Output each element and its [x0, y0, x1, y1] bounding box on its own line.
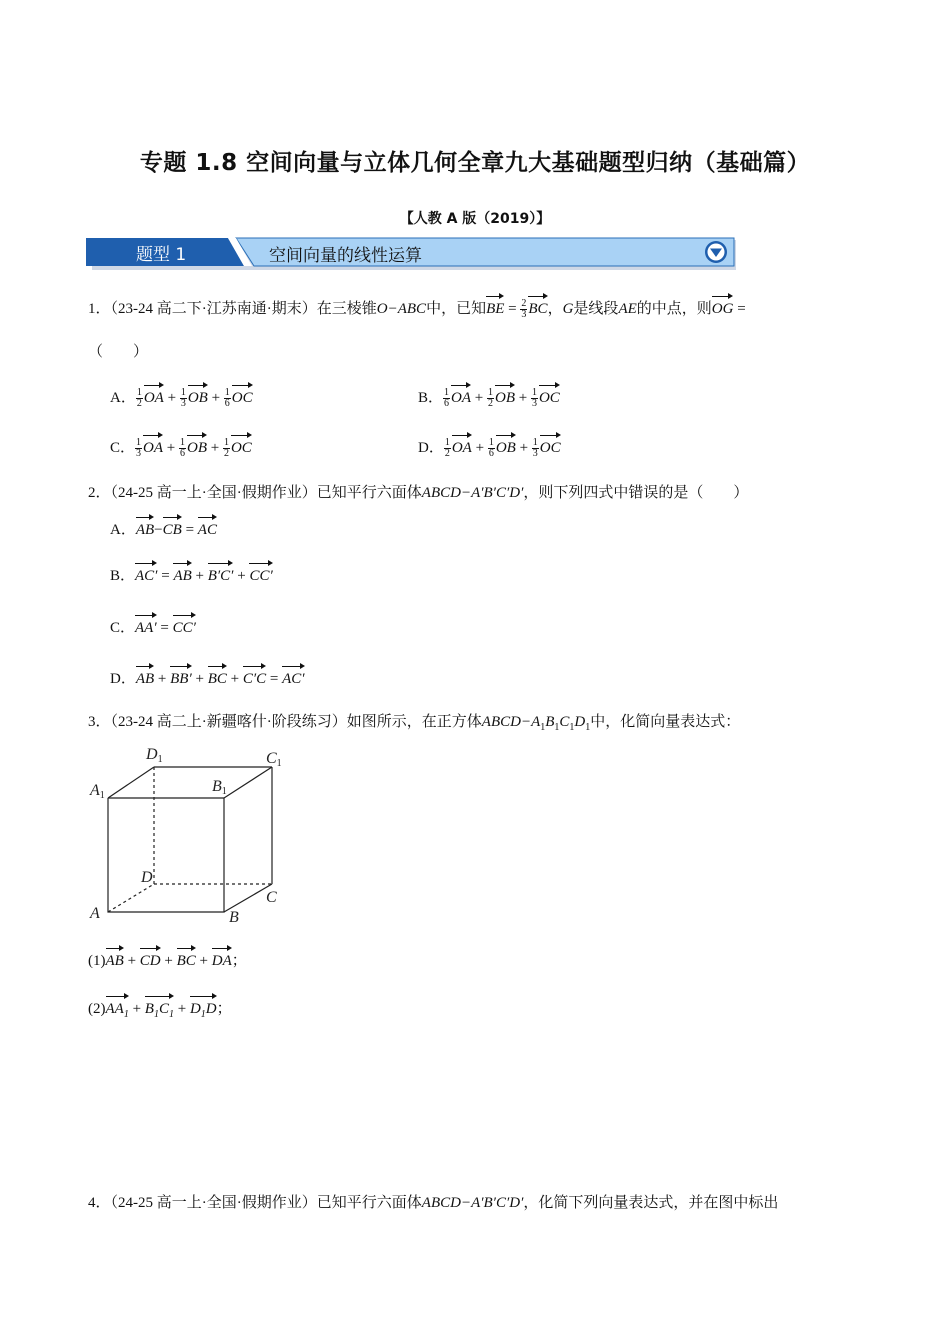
collapse-toggle-icon[interactable]	[704, 240, 728, 264]
math: AE	[618, 301, 637, 317]
question-source: （24-25 高一上·全国·假期作业）	[110, 485, 317, 501]
denominator: 2	[223, 448, 229, 460]
math-op: =	[737, 301, 746, 317]
q3-part-1	[88, 951, 247, 971]
math-op: +	[154, 671, 171, 687]
numerator: 1	[487, 387, 493, 399]
vector: BC	[176, 953, 196, 969]
numerator: 1	[532, 437, 538, 449]
text: 中，化简向量表达式：	[590, 714, 741, 730]
text: 中，已知	[426, 301, 487, 317]
vector: BC	[207, 671, 227, 687]
vertex-label-d: D	[141, 869, 153, 886]
denominator: 3	[532, 448, 538, 460]
question-source: （23-24 高二上·新疆喀什·阶段练习）	[110, 714, 347, 730]
edition-label: 【人教 A 版（2019）】	[399, 211, 551, 227]
numerator: 2	[521, 298, 527, 310]
vector: OA	[143, 440, 164, 456]
option-label: C．	[110, 620, 136, 636]
question-source: （24-25 高一上·全国·假期作业）	[110, 1195, 317, 1211]
section-label: 题型 1	[136, 245, 187, 265]
vector: OB	[495, 440, 516, 456]
option-a[interactable]	[110, 388, 253, 409]
vector: OB	[186, 440, 207, 456]
vector: OC	[231, 390, 253, 406]
denominator: 6	[444, 398, 450, 410]
fraction	[532, 438, 539, 459]
denominator: 3	[521, 309, 527, 321]
math-op: =	[156, 620, 173, 636]
vector: $B_1C_1$	[145, 999, 174, 1025]
fraction	[488, 438, 495, 459]
vector: OC	[538, 390, 560, 406]
denominator: 6	[224, 398, 230, 410]
fraction	[136, 388, 143, 409]
vector: AB	[135, 671, 155, 687]
numerator: 1	[488, 437, 494, 449]
math-op: +	[191, 671, 208, 687]
fraction	[487, 388, 494, 409]
text: 的中点，则	[636, 301, 712, 317]
subscript: 1	[585, 722, 591, 733]
text: ，则下列四式中错误的是（ ）	[523, 485, 749, 501]
question-number: 3．	[88, 714, 111, 730]
vector: OC	[230, 440, 252, 456]
denominator: 2	[487, 398, 493, 410]
denominator: 6	[179, 448, 185, 460]
math-op: +	[191, 568, 208, 584]
question-3	[88, 712, 740, 738]
math-op: +	[123, 953, 140, 969]
math: G	[562, 301, 574, 317]
answer-paren: （ ）	[88, 344, 149, 360]
vector: CC′	[172, 620, 196, 636]
vector: C′C	[242, 671, 267, 687]
option-b[interactable]	[110, 566, 273, 586]
question-number: 1．	[88, 301, 111, 317]
denominator: 3	[531, 398, 537, 410]
vector: CD	[139, 953, 161, 969]
math-op: =	[181, 522, 198, 538]
option-label: C．	[110, 440, 136, 456]
vector: AB	[135, 522, 155, 538]
vector: $AA_1$	[106, 999, 129, 1025]
math: D	[574, 714, 586, 730]
numerator: 1	[531, 387, 537, 399]
page-title: 专题 1.8 空间向量与立体几何全章九大基础题型归纳（基础篇）	[139, 150, 811, 176]
text: ，化简下列向量表达式，并在图中标出	[523, 1195, 779, 1211]
fraction	[224, 388, 231, 409]
math: B	[545, 714, 555, 730]
subscript: 1	[540, 722, 546, 733]
vector: OA	[143, 390, 164, 406]
vector: AA′	[135, 620, 157, 636]
numerator: 1	[136, 437, 142, 449]
text: 已知平行六面体	[316, 485, 422, 501]
option-d[interactable]	[110, 669, 305, 689]
math-op: +	[471, 390, 487, 406]
vector: $D_1D$	[190, 999, 217, 1025]
text: 是线段	[573, 301, 619, 317]
math-op: +	[514, 390, 531, 406]
question-4	[88, 1193, 778, 1213]
math-op: +	[226, 671, 243, 687]
vector: BC	[528, 301, 548, 317]
vertex-label-a: A	[90, 905, 100, 922]
question-2	[88, 483, 748, 503]
question-1	[88, 299, 746, 320]
vertex-label-b: B	[229, 909, 239, 926]
math-op: =	[266, 671, 283, 687]
option-d[interactable]	[418, 438, 561, 459]
vector: AB	[173, 568, 192, 584]
vector: OB	[494, 390, 515, 406]
math: O−ABC	[376, 301, 427, 317]
numerator: 1	[224, 387, 230, 399]
math: ABCD−A′B′C′D′	[421, 485, 524, 501]
option-b[interactable]	[418, 388, 560, 409]
math-op: +	[207, 390, 224, 406]
vector: AC′	[282, 671, 305, 687]
numerator: 1	[444, 387, 450, 399]
option-c[interactable]	[110, 438, 252, 459]
math-op: +	[160, 953, 177, 969]
option-label: B．	[418, 390, 444, 406]
denominator: 3	[136, 448, 142, 460]
part-label: (2)	[88, 1001, 106, 1017]
fraction	[520, 299, 527, 320]
text: ；	[231, 953, 247, 969]
option-label: A．	[110, 390, 136, 406]
text: 如图所示，在正方体	[346, 714, 482, 730]
denominator: 6	[488, 448, 494, 460]
option-label: D．	[418, 440, 444, 456]
fraction	[531, 388, 538, 409]
section-title: 空间向量的线性运算	[269, 246, 422, 266]
vector: OG	[711, 301, 734, 317]
math-op: =	[508, 301, 517, 317]
math-op: +	[206, 440, 223, 456]
numerator: 1	[136, 387, 142, 399]
denominator: 2	[136, 398, 142, 410]
fraction	[180, 388, 187, 409]
fraction	[444, 438, 451, 459]
subscript: 1	[554, 722, 560, 733]
denominator: 3	[180, 398, 186, 410]
option-label: A．	[110, 522, 136, 538]
text: ，	[547, 301, 563, 317]
denominator: 2	[444, 448, 450, 460]
vector: CC′	[249, 568, 273, 584]
math-op: +	[233, 568, 250, 584]
numerator: 1	[179, 437, 185, 449]
math-op: +	[195, 953, 212, 969]
math-op: +	[163, 390, 180, 406]
fraction	[223, 438, 230, 459]
vector: OA	[451, 440, 472, 456]
vertex-label-d1: D1	[146, 746, 163, 765]
part-label: (1)	[88, 953, 106, 969]
vector: OB	[187, 390, 208, 406]
vector: CB	[162, 522, 182, 538]
fraction	[135, 438, 142, 459]
math: ABCD−A	[481, 714, 541, 730]
option-c[interactable]	[110, 618, 196, 638]
vector: BB′	[170, 671, 192, 687]
vector: B′C′	[207, 568, 234, 584]
numerator: 1	[180, 387, 186, 399]
vertex-label-c1: C1	[266, 750, 282, 769]
subscript: 1	[569, 722, 575, 733]
fraction	[443, 388, 450, 409]
math-op: +	[163, 440, 179, 456]
section-banner	[86, 236, 738, 272]
vector: OC	[539, 440, 561, 456]
option-label: D．	[110, 671, 136, 687]
question-source: （23-24 高二下·江苏南通·期末）	[110, 301, 317, 317]
vertex-label-c: C	[266, 889, 277, 906]
math: C	[559, 714, 570, 730]
question-number: 4．	[88, 1195, 111, 1211]
numerator: 1	[444, 437, 450, 449]
text: 已知平行六面体	[316, 1195, 422, 1211]
vector: AC	[197, 522, 217, 538]
text: ；	[216, 1001, 232, 1017]
math-op: +	[515, 440, 532, 456]
question-number: 2．	[88, 485, 111, 501]
vector: BE	[486, 301, 505, 317]
option-label: B．	[110, 568, 136, 584]
q3-part-2: $(2)AA_1 + B_1C_1 + D_1D$；	[88, 999, 232, 1025]
vertex-label-b1: B1	[212, 778, 227, 797]
vector: AB	[105, 953, 124, 969]
vector: AC′	[135, 568, 158, 584]
cube-figure	[88, 740, 298, 930]
math-op: =	[157, 568, 174, 584]
math-op: +	[471, 440, 488, 456]
text: 在三棱锥	[316, 301, 377, 317]
numerator: 1	[223, 437, 229, 449]
vector: OA	[451, 390, 472, 406]
option-a[interactable]	[110, 520, 217, 540]
fraction	[179, 438, 186, 459]
math-op: −	[154, 522, 163, 538]
math: ABCD−A′B′C′D′	[421, 1195, 524, 1211]
vertex-label-a1: A1	[90, 782, 105, 801]
vector: DA	[211, 953, 232, 969]
